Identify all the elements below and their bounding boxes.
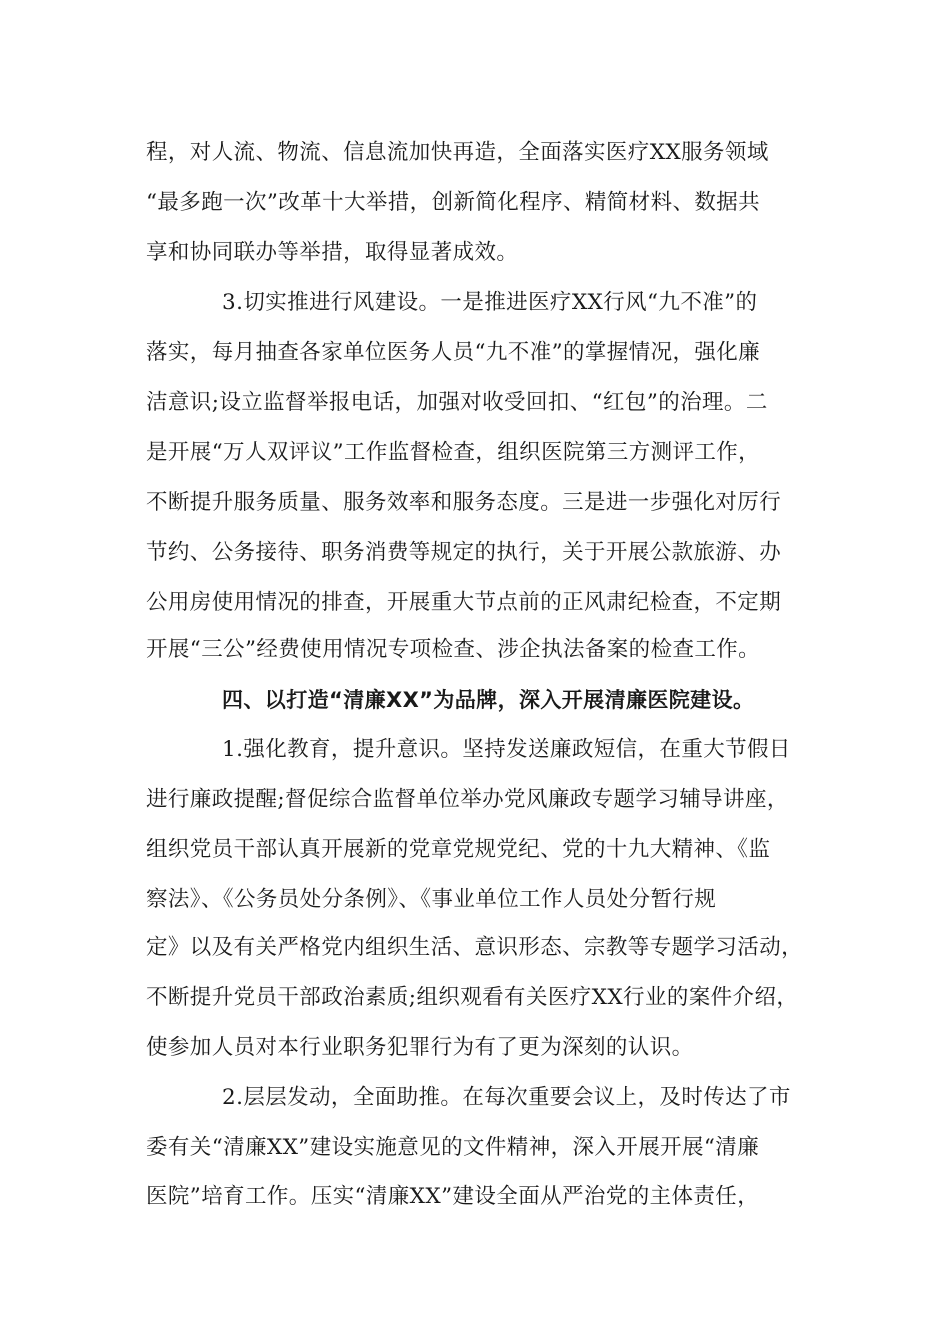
text-line: 不断提升服务质量、服务效率和服务态度。三是进一步强化对厉行 — [146, 490, 782, 515]
text-line: 进行廉政提醒;督促综合监督单位举办党风廉政专题学习辅导讲座， — [146, 787, 789, 812]
section-heading: 四、以打造“清廉XX”为品牌，深入开展清廉医院建设。 — [222, 688, 755, 712]
text-line: 察法》、《公务员处分条例》、《事业单位工作人员处分暂行规 — [146, 887, 717, 912]
text-line: 1.强化教育，提升意识。坚持发送廉政短信，在重大节假日 — [222, 737, 791, 762]
text-line: 2.层层发动，全面助推。在每次重要会议上，及时传达了市 — [222, 1085, 791, 1110]
text-line: “最多跑一次”改革十大举措，创新简化程序、精简材料、数据共 — [146, 190, 761, 215]
text-line: 医院”培育工作。压实“清廉XX”建设全面从严治党的主体责任， — [146, 1184, 760, 1209]
text-line: 委有关“清廉XX”建设实施意见的文件精神，深入开展开展“清廉 — [146, 1135, 760, 1160]
text-line: 享和协同联办等举措，取得显著成效。 — [146, 240, 519, 265]
text-line: 开展“三公”经费使用情况专项检查、涉企执法备案的检查工作。 — [146, 637, 761, 662]
text-line: 定》以及有关严格党内组织生活、意识形态、宗教等专题学习活动， — [146, 935, 804, 960]
text-line: 节约、公务接待、职务消费等规定的执行，关于开展公款旅游、办 — [146, 540, 782, 565]
text-line: 落实，每月抽查各家单位医务人员“九不准”的掌握情况，强化廉 — [146, 340, 761, 365]
text-line: 程，对人流、物流、信息流加快再造，全面落实医疗XX服务领域 — [146, 140, 769, 165]
text-line: 是开展“万人双评议”工作监督检查，组织医院第三方测评工作， — [146, 440, 761, 465]
text-line: 使参加人员对本行业职务犯罪行为有了更为深刻的认识。 — [146, 1035, 694, 1060]
text-line: 3.切实推进行风建设。一是推进医疗XX行风“九不准”的 — [222, 290, 758, 315]
text-line: 洁意识;设立监督举报电话，加强对收受回扣、“红包”的治理。二 — [146, 390, 768, 415]
text-line: 不断提升党员干部政治素质;组织观看有关医疗XX行业的案件介绍， — [146, 985, 799, 1010]
text-line: 公用房使用情况的排查，开展重大节点前的正风肃纪检查，不定期 — [146, 590, 782, 615]
text-line: 组织党员干部认真开展新的党章党规党纪、党的十九大精神、《监 — [146, 837, 771, 862]
